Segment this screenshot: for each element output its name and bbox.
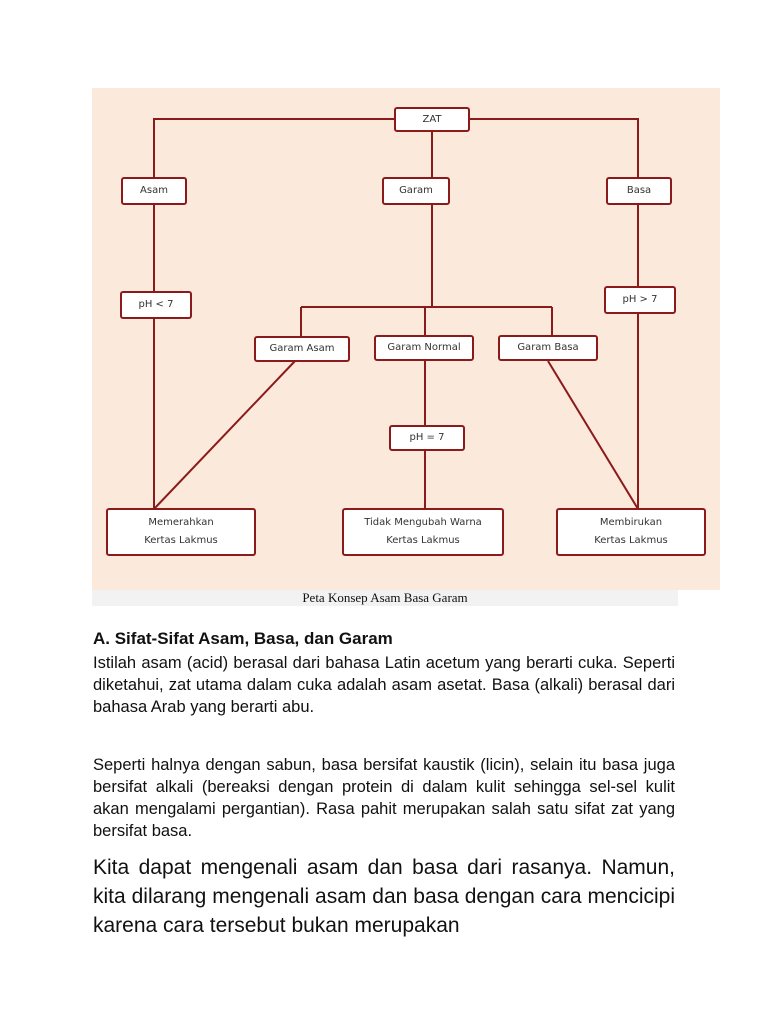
node-memerahkan-line1: Memerahkan — [148, 517, 214, 528]
node-garam-basa-label: Garam Basa — [517, 342, 579, 353]
node-garam-label: Garam — [399, 185, 433, 196]
paragraph-3: Kita dapat mengenali asam dan basa dari rasanya. Namun, kita dilarang mengenali asam dan basa dengan cara mencicipi karena cara tersebut bukan merupakan — [93, 856, 675, 937]
node-garam — [382, 177, 450, 205]
figure-caption: Peta Konsep Asam Basa Garam — [302, 590, 468, 605]
node-garam-basa — [498, 335, 598, 361]
section-heading: A. Sifat-Sifat Asam, Basa, dan Garam — [93, 629, 393, 648]
node-garam-normal-label: Garam Normal — [387, 342, 461, 353]
node-tidak-mengubah-line2: Kertas Lakmus — [386, 535, 460, 546]
node-zat-label: ZAT — [422, 113, 442, 125]
paragraph-1: Istilah asam (acid) berasal dari bahasa Latin acetum yang berarti cuka. Seperti diketahui, zat utama dalam cuka adalah asam asetat. Basa (alkali) berasal dari bahasa Arab yang berarti abu. — [93, 654, 675, 716]
node-ph-less-than-7-label: pH < 7 — [138, 299, 174, 310]
node-ph-greater-than-7-label: pH > 7 — [622, 294, 658, 305]
node-garam-asam-label: Garam Asam — [269, 343, 335, 354]
connector-zat-basa — [470, 119, 638, 177]
node-asam-label: Asam — [140, 185, 168, 196]
concept-map-figure — [92, 88, 720, 590]
connector-garam-asam-memerahkan — [154, 361, 295, 509]
node-zat — [394, 107, 470, 132]
node-memerahkan-line2: Kertas Lakmus — [144, 535, 218, 546]
node-memerahkan — [106, 508, 256, 556]
paragraph-2: Seperti halnya dengan sabun, basa bersifat kaustik (licin), selain itu basa juga bersifat alkali (bereaksi dengan protein di dalam kulit sehingga sel-sel kulit akan mengalami pergantian). Rasa pahit merupakan salah satu sifat zat yang bersifat basa. — [93, 756, 675, 840]
node-membirukan-line2: Kertas Lakmus — [594, 535, 668, 546]
node-membirukan-line1: Membirukan — [599, 517, 663, 528]
node-garam-normal — [374, 335, 474, 361]
node-ph-equals-7 — [389, 425, 465, 451]
node-basa-label: Basa — [626, 185, 652, 196]
node-ph-less-than-7 — [120, 291, 192, 319]
node-garam-asam — [254, 336, 350, 362]
figure-caption-band — [92, 590, 678, 606]
node-ph-greater-than-7 — [604, 286, 676, 314]
node-asam — [121, 177, 187, 205]
node-tidak-mengubah-line1: Tidak Mengubah Warna — [364, 517, 482, 528]
node-tidak-mengubah-warna — [342, 508, 504, 556]
connector-zat-asam — [154, 119, 394, 177]
node-ph-equals-7-label: pH = 7 — [409, 432, 445, 443]
node-membirukan — [556, 508, 706, 556]
connector-garam-basa-membirukan — [548, 361, 638, 509]
node-basa — [606, 177, 672, 205]
